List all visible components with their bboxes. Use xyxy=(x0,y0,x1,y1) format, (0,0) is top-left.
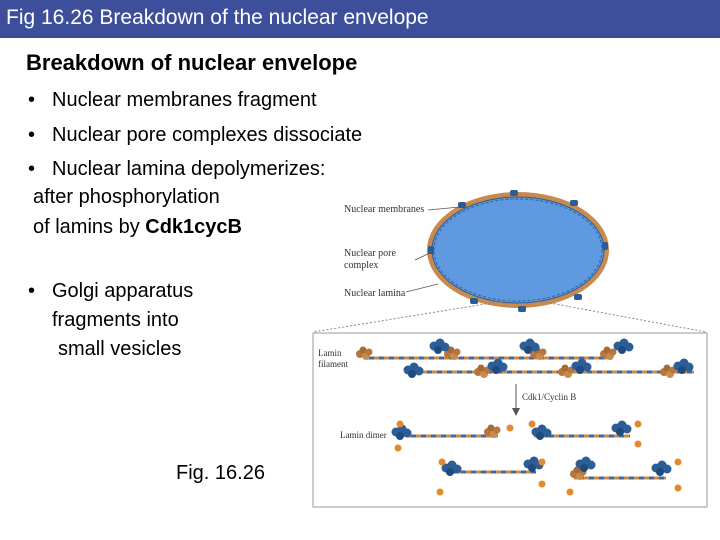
bullet-text: Nuclear membranes fragment xyxy=(52,89,317,111)
bullet-dot-icon: • xyxy=(28,280,36,302)
bullet-text: Nuclear lamina depolymerizes: xyxy=(52,158,326,180)
figure-caption: Fig. 16.26 xyxy=(176,462,265,484)
nucleus-interior xyxy=(432,197,604,303)
lamina-detail-prefix: of lamins by xyxy=(33,216,146,238)
lamina-detail-line-1: after phosphorylation xyxy=(33,186,220,208)
bullet-dot-icon: • xyxy=(28,89,36,111)
kinase-name: Cdk1cycB xyxy=(145,216,242,238)
bullet-text: Golgi apparatus xyxy=(52,280,194,302)
golgi-line-3: small vesicles xyxy=(58,338,182,360)
title-bar xyxy=(0,0,720,38)
section-heading: Breakdown of nuclear envelope xyxy=(26,50,358,75)
label-nuclear-membranes: Nuclear membranes xyxy=(344,204,425,215)
bullet-lamina xyxy=(28,158,325,181)
label-lamin-dimer: Lamin dimer xyxy=(340,430,387,440)
label-enzyme: Cdk1/Cyclin B xyxy=(522,392,577,402)
label-nuclear-pore-2: complex xyxy=(344,260,379,271)
label-lamin-filament-1: Lamin xyxy=(318,348,342,358)
slide-title: Fig 16.26 Breakdown of the nuclear envelope xyxy=(6,6,429,29)
lamina-detail-line-2 xyxy=(33,216,242,239)
bullet-dot-icon: • xyxy=(28,158,36,180)
bullet-text: Nuclear pore complexes dissociate xyxy=(52,124,363,146)
bullet-golgi xyxy=(28,280,193,303)
golgi-line-2: fragments into xyxy=(52,309,179,331)
bullet-dot-icon: • xyxy=(28,124,36,146)
bullet-pores xyxy=(28,124,362,147)
label-nuclear-pore-1: Nuclear pore xyxy=(344,248,396,259)
lamin-panel xyxy=(312,332,708,508)
label-lamin-filament-2: filament xyxy=(318,359,348,369)
label-nuclear-lamina: Nuclear lamina xyxy=(344,288,406,299)
bullet-membranes xyxy=(28,89,317,112)
